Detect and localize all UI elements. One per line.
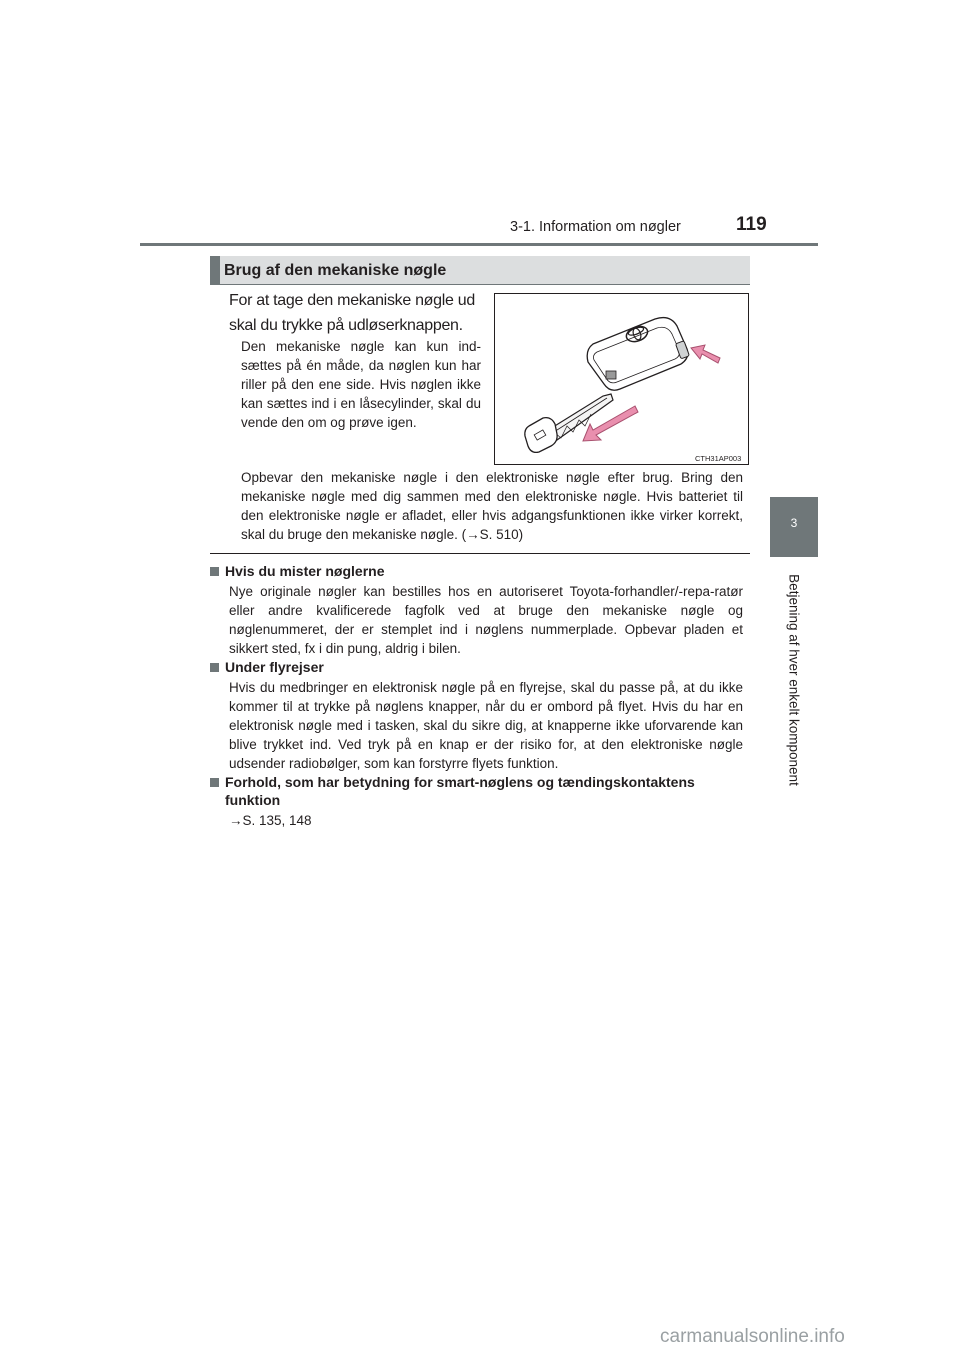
- page-number: 119: [736, 214, 767, 235]
- storage-paragraph: Opbevar den mekaniske nøgle i den elektroniske nøgle efter brug. Bring den mekaniske nøgle med dig sammen med den elektroniske nøgle. Hvis batteriet til den elektroniske nøgle er afladet, eller hvis adgangsfunktionen ikke virker korrekt, skal du bruge den mekaniske nøgle. (→S. 510): [241, 470, 743, 542]
- subsection-heading-lost-keys: Hvis du mister nøglerne: [210, 562, 746, 580]
- chapter-number: 3: [790, 516, 798, 530]
- key-slot: [606, 371, 616, 379]
- subsection-heading-air-travel: Under flyrejser: [210, 658, 746, 676]
- mechanical-key-head: [525, 418, 557, 453]
- bullet-square-icon: [210, 663, 219, 672]
- figure-code: CTH31AP003: [695, 454, 742, 463]
- intro-paragraph: For at tage den mekaniske nøgle ud skal du trykke på udløserknappen.: [229, 292, 475, 334]
- chapter-title: Betjening af hver enkelt komponent: [786, 574, 802, 786]
- press-arrow-icon: [691, 345, 720, 363]
- section-title-underline: [210, 284, 750, 285]
- subsection-heading-conditions: Forhold, som har betydning for smart-nøglens og tændingskontaktens funktion: [210, 773, 746, 809]
- key-illustration: [494, 293, 749, 465]
- chapter-title-vertical: [781, 560, 807, 800]
- section-header: 3-1. Information om nøgler: [510, 219, 681, 235]
- watermark: carmanualsonline.info: [660, 1326, 845, 1347]
- section-title: Brug af den mekaniske nøgle: [224, 262, 447, 279]
- subsection-body-conditions: →S. 135, 148: [229, 813, 312, 828]
- header-rule: [140, 243, 818, 246]
- subsection-body-lost-keys: Nye originale nøgler kan bestilles hos en autoriseret Toyota-forhandler/-repa-ratør eller andre kvalificerede fagfolk ved at bruge den mekaniske nøgle og nøglenummeret, der er stemplet ind i nøglens nummerplade. Opbevar pladen et sikkert sted, fx i din pung, aldrig i bilen.: [229, 584, 743, 656]
- bullet-square-icon: [210, 567, 219, 576]
- bullet-square-icon: [210, 778, 219, 787]
- subsection-body-air-travel: Hvis du medbringer en elektronisk nøgle på en flyrejse, skal du passe på, at du ikke kommer til at trykke på nøglens knapper, når du er ombord på flyet. Hvis du har en elektronisk nøgle med i tasken, skal du sikre dig, at knapperne ikke uforvarende kan blive trykket ind. Ved tryk på en knap er der risiko for, at den elektroniske nøgle udsender radiobølger, som kan forstyrre flyets funktion.: [229, 680, 743, 771]
- section-divider: [210, 553, 750, 554]
- note-paragraph: Den mekaniske nøgle kan kun ind-sættes på én måde, da nøglen kun har riller på den ene side. Hvis nøglen ikke kan sættes ind i en låsecylinder, skal du vende den om og prøve igen.: [241, 339, 481, 430]
- mechanical-key-drawing: [495, 294, 748, 464]
